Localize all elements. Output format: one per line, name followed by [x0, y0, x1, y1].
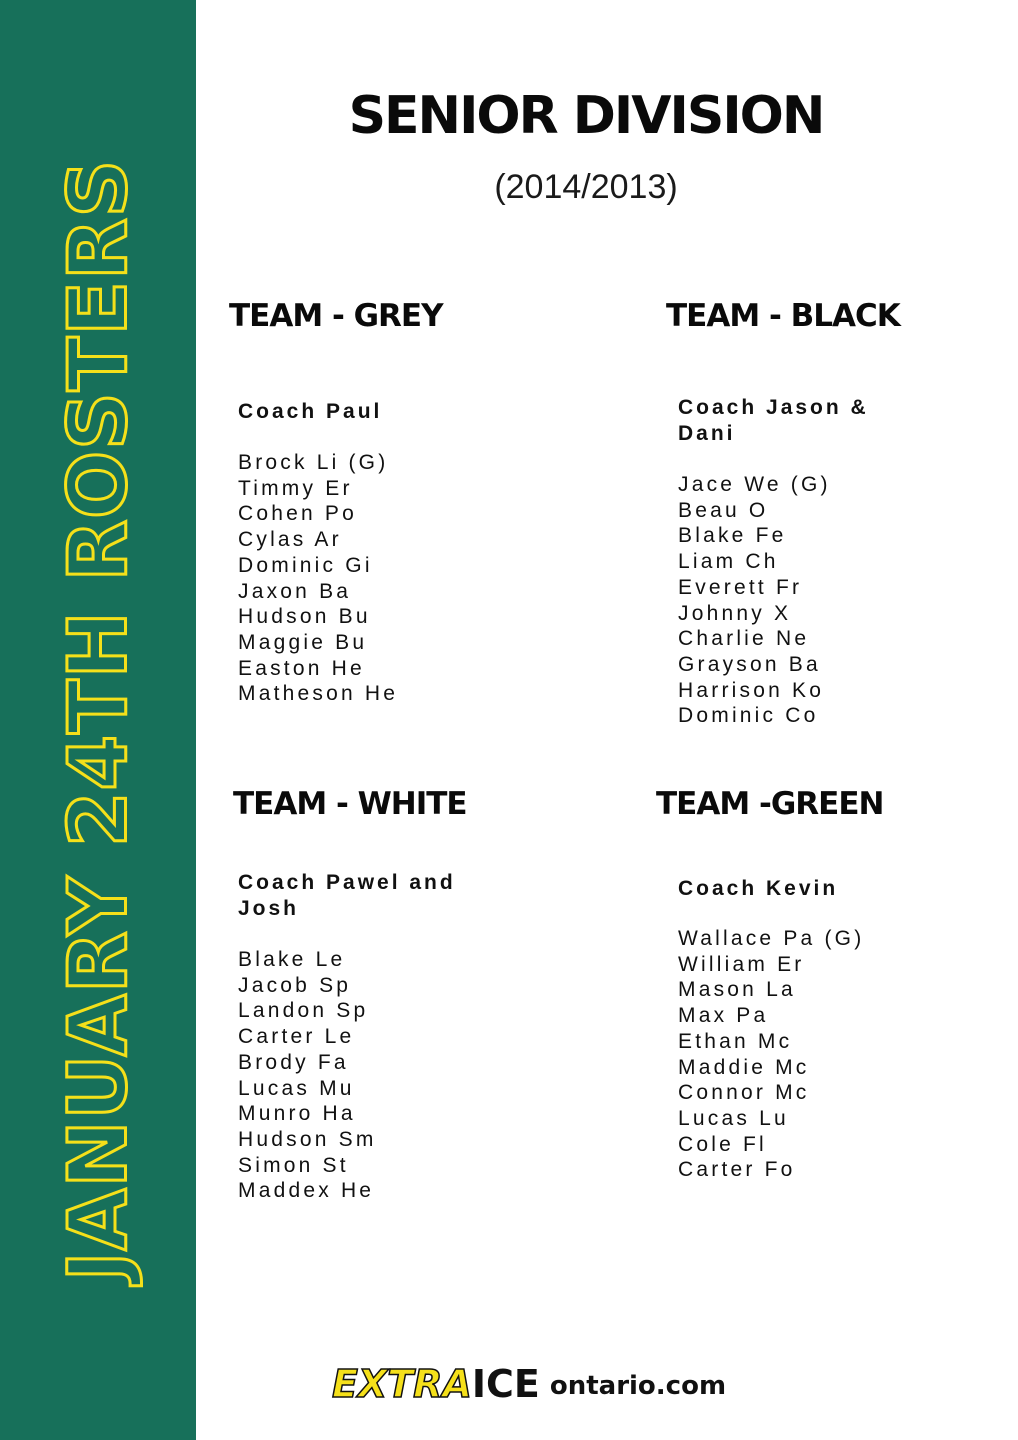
logo-domain-text: ontario.com	[549, 1371, 727, 1401]
coach-name: Coach Paul	[238, 400, 383, 423]
player-item: Dominic Co	[678, 704, 819, 728]
player-item: Charlie Ne	[678, 627, 810, 651]
player-item: Jaxon Ba	[238, 579, 352, 603]
player-item: Carter Le	[238, 1025, 355, 1049]
player-item: Mason La	[678, 978, 796, 1002]
player-item: Jace We (G)	[678, 473, 831, 496]
player-item: Grayson Ba	[678, 652, 821, 676]
player-item: Matheson He	[238, 682, 399, 706]
player-item: Easton He	[238, 656, 365, 680]
player-item: Maddie Mc	[678, 1055, 810, 1079]
player-item: Dominic Gi	[238, 553, 373, 577]
sidebar-title: JANUARY 24TH ROSTERS	[51, 158, 145, 1282]
player-item: Harrison Ko	[678, 678, 825, 702]
player-item: Everett Fr	[678, 575, 803, 599]
coach-name: Coach Pawel and Josh	[238, 871, 456, 920]
player-item: Jacob Sp	[238, 973, 352, 997]
player-item: Simon St	[238, 1153, 349, 1177]
player-item: Connor Mc	[678, 1081, 810, 1105]
player-item: Hudson Bu	[238, 605, 371, 629]
player-item: Cohen Po	[238, 502, 358, 526]
team-heading: TEAM -GREEN	[656, 786, 884, 822]
player-item: Cylas Ar	[238, 528, 342, 552]
player-item: Landon Sp	[238, 999, 369, 1023]
logo-ice-text: ICE	[471, 1362, 540, 1406]
player-item: Timmy Er	[238, 476, 353, 500]
player-item: Lucas Mu	[238, 1076, 355, 1100]
player-item: Maggie Bu	[238, 630, 368, 654]
player-list	[678, 472, 831, 729]
player-item: Ethan Mc	[678, 1029, 793, 1053]
player-item: Munro Ha	[238, 1102, 356, 1126]
page-subtitle: (2014/2013)	[494, 168, 678, 206]
player-item: Carter Fo	[678, 1158, 796, 1182]
team-heading: TEAM - GREY	[229, 298, 443, 334]
coach-name: Coach Jason & Dani	[678, 396, 869, 445]
team-heading: TEAM - WHITE	[233, 786, 467, 822]
logo-extra-text: EXTRA	[332, 1362, 472, 1406]
player-item: Max Pa	[678, 1004, 769, 1028]
player-item: Brody Fa	[238, 1050, 349, 1074]
sidebar-banner	[0, 0, 196, 1440]
player-item: Hudson Sm	[238, 1127, 377, 1151]
player-item: Blake Fe	[678, 524, 787, 548]
player-item: Beau O	[678, 498, 769, 522]
player-item: Blake Le	[238, 948, 346, 971]
footer-logo	[332, 1362, 727, 1406]
player-item: Johnny X	[678, 601, 792, 625]
player-item: William Er	[678, 952, 805, 976]
player-item: Cole Fl	[678, 1132, 767, 1156]
player-item: Liam Ch	[678, 550, 779, 574]
player-item: Lucas Lu	[678, 1106, 789, 1130]
player-item: Brock Li (G)	[238, 451, 389, 474]
team-heading: TEAM - BLACK	[666, 298, 900, 334]
page-title: SENIOR DIVISION	[348, 86, 824, 146]
player-list	[238, 450, 398, 707]
player-list	[238, 947, 377, 1204]
player-list	[678, 926, 864, 1183]
player-item: Wallace Pa (G)	[678, 927, 865, 950]
player-item: Maddex He	[238, 1179, 375, 1203]
coach-name: Coach Kevin	[678, 877, 839, 900]
